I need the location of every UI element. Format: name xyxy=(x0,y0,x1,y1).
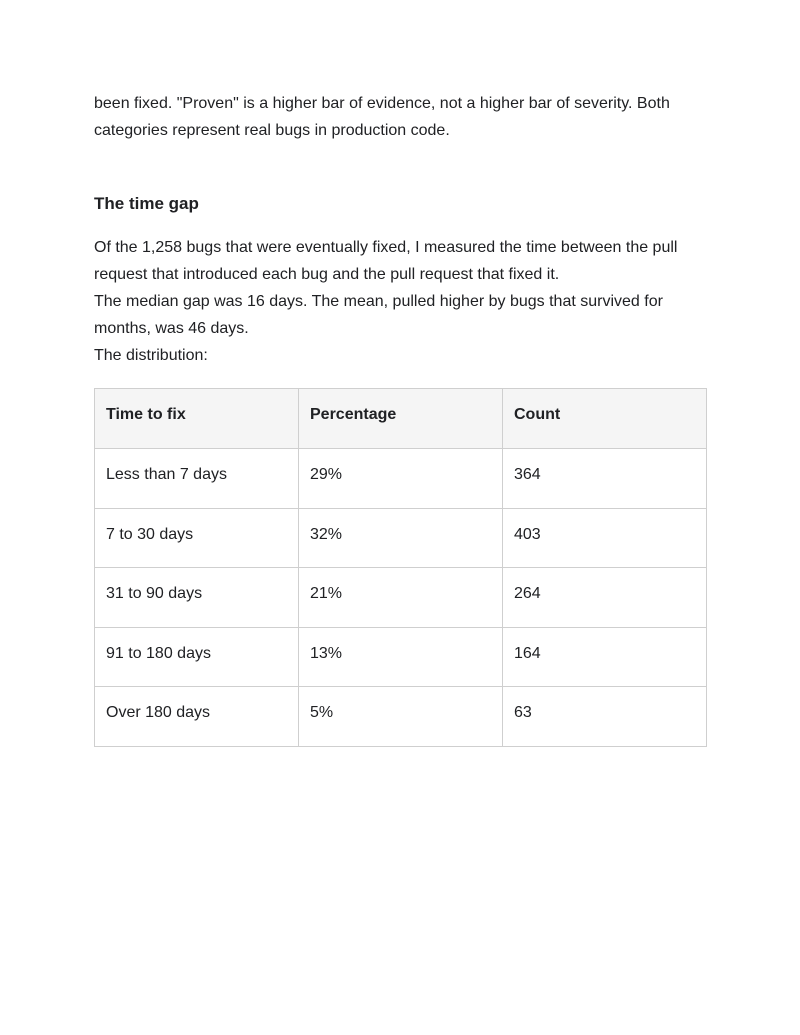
paragraph-line: request that introduced each bug and the pull request that fixed it. xyxy=(94,266,560,283)
cell-percentage: 32% xyxy=(299,508,503,568)
paragraph-line: Of the 1,258 bugs that were eventually fixed, I measured the time between the pull xyxy=(94,239,678,256)
intro-paragraph xyxy=(94,90,707,144)
paragraph-line: The distribution: xyxy=(94,347,208,364)
cell-count: 63 xyxy=(503,687,707,747)
cell-count: 364 xyxy=(503,449,707,509)
cell-percentage: 21% xyxy=(299,568,503,628)
table-header-row xyxy=(95,389,707,449)
intro-line: been fixed. "Proven" is a higher bar of evidence, not a higher bar of severity. Both xyxy=(94,95,670,112)
paragraph-line: months, was 46 days. xyxy=(94,320,249,337)
table-row xyxy=(95,508,707,568)
cell-time-to-fix: 7 to 30 days xyxy=(95,508,299,568)
cell-count: 264 xyxy=(503,568,707,628)
paragraph-line: The median gap was 16 days. The mean, pulled higher by bugs that survived for xyxy=(94,293,663,310)
cell-percentage: 5% xyxy=(299,687,503,747)
intro-line: categories represent real bugs in production code. xyxy=(94,122,450,139)
cell-time-to-fix: Over 180 days xyxy=(95,687,299,747)
document-page xyxy=(94,90,707,721)
section-heading: The time gap xyxy=(94,194,199,213)
column-header-time-to-fix: Time to fix xyxy=(95,389,299,449)
cell-percentage: 29% xyxy=(299,449,503,509)
cell-time-to-fix: 91 to 180 days xyxy=(95,627,299,687)
cell-percentage: 13% xyxy=(299,627,503,687)
cell-time-to-fix: Less than 7 days xyxy=(95,449,299,509)
table-row xyxy=(95,449,707,509)
table-row xyxy=(95,627,707,687)
table-row xyxy=(95,687,707,747)
cell-count: 403 xyxy=(503,508,707,568)
column-header-count: Count xyxy=(503,389,707,449)
distribution-table xyxy=(94,388,707,747)
cell-time-to-fix: 31 to 90 days xyxy=(95,568,299,628)
table-row xyxy=(95,568,707,628)
cell-count: 164 xyxy=(503,627,707,687)
column-header-percentage: Percentage xyxy=(299,389,503,449)
section-paragraph xyxy=(94,234,707,369)
